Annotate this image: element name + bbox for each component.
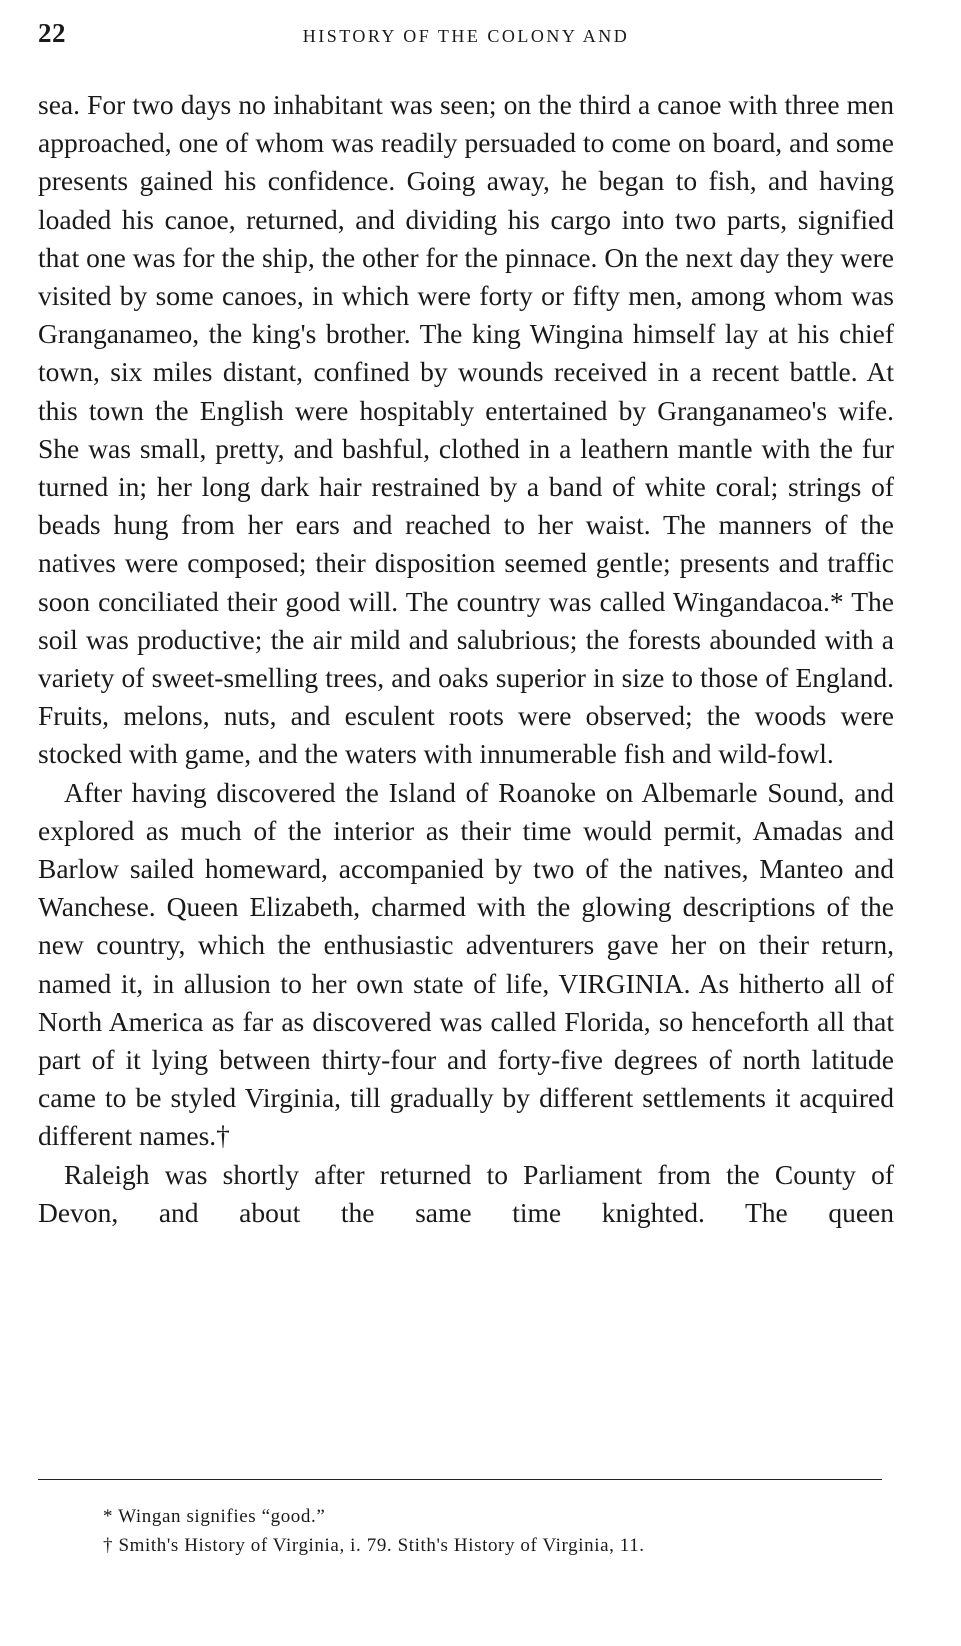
paragraph-3: Raleigh was shortly after returned to Parliament from the County of Devon, and about the same time knighted. The queen xyxy=(38,1158,894,1228)
page-number: 22 xyxy=(38,18,66,48)
paragraph-2: After having discovered the Island of Roanoke on Albemarle Sound, and explored as much of the interior as their time would permit, Amadas and Barlow sailed homeward, accompanied by two of the natives, Manteo and Wanchese. Queen Elizabeth, charmed with the glowing descriptions of the new country, which the enthusiastic adventurers gave her on their return, named it, in allusion to her own state of life, VIRGINIA. As hitherto all of North America as far as discovered was called Florida, so henceforth all that part of it lying between thirty-four and forty-five degrees of north latitude came to be styled Virginia, till gradually by different settlements it acquired different names.† xyxy=(38,776,894,1152)
running-head: HISTORY OF THE COLONY AND xyxy=(302,26,630,46)
body-text xyxy=(38,86,894,1232)
footnote-2: † Smith's History of Virginia, i. 79. Stith's History of Virginia, 11. xyxy=(103,1535,645,1556)
footnotes xyxy=(103,1502,903,1560)
footnote-divider xyxy=(38,1479,882,1480)
paragraph-1: sea. For two days no inhabitant was seen; on the third a canoe with three men approached, one of whom was readily persuaded to come on board, and some presents gained his confidence. Going away, he began to fish, and having loaded his canoe, returned, and dividing his cargo into two parts, signified that one was for the ship, the other for the pinnace. On the next day they were visited by some canoes, in which were forty or fifty men, among whom was Granganameo, the king's brother. The king Wingina himself lay at his chief town, six miles distant, confined by wounds received in a recent battle. At this town the English were hospitably entertained by Granganameo's wife. She was small, pretty, and bashful, clothed in a leathern mantle with the fur turned in; her long dark hair restrained by a band of white coral; strings of beads hung from her ears and reached to her waist. The manners of the natives were composed; their disposition seemed gentle; presents and traffic soon conciliated their good will. The country was called Wingandacoa.* The soil was productive; the air mild and salubrious; the forests abounded with a variety of sweet-smelling trees, and oaks superior in size to those of England. Fruits, melons, nuts, and esculent roots were observed; the woods were stocked with game, and the waters with innumerable fish and wild-fowl. xyxy=(38,89,894,770)
footnote-1: * Wingan signifies “good.” xyxy=(103,1506,326,1527)
page-header xyxy=(38,18,894,58)
